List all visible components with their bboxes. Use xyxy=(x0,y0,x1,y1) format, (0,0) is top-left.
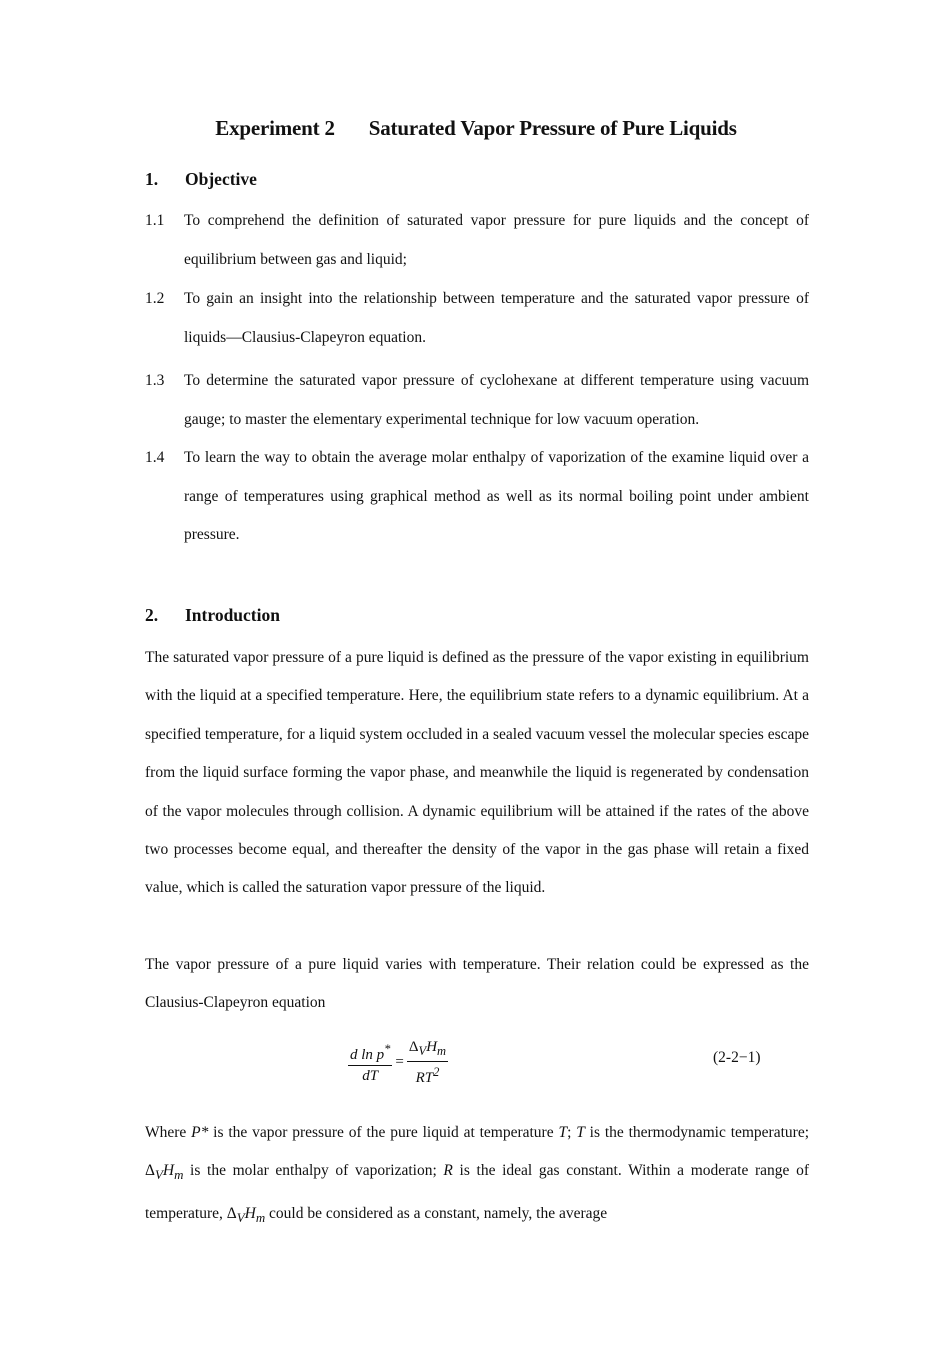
page-title xyxy=(0,116,952,141)
rhs-delta: Δ xyxy=(408,1039,419,1055)
text-run: could be considered as a constant, namely, the average xyxy=(265,1204,608,1222)
symbol-p-star: P* xyxy=(191,1124,209,1141)
equation-lhs-fraction xyxy=(348,1039,392,1086)
intro-paragraph-2: The vapor pressure of a pure liquid varies with temperature. Their relation could be expressed as the Clausius-Clapeyron equation xyxy=(145,956,809,1012)
objective-item-1-1 xyxy=(145,212,809,279)
title-experiment-number: Experiment 2 xyxy=(215,116,335,140)
sub-m: m xyxy=(255,1210,266,1225)
sub-v: V xyxy=(236,1210,245,1225)
item-text: To gain an insight into the relationship between temperature and the saturated vapor pressure of liquids—Clausius-Clapeyron equation. xyxy=(184,290,809,346)
section-heading-introduction xyxy=(145,605,280,626)
item-number: 1.4 xyxy=(145,449,165,466)
item-number: 1.3 xyxy=(145,372,165,389)
objective-item-1-4 xyxy=(145,449,809,555)
symbol-t: T xyxy=(558,1124,568,1141)
equation-rhs-fraction xyxy=(407,1037,448,1088)
text-run: ; xyxy=(567,1124,577,1141)
symbol-r: R xyxy=(443,1162,453,1180)
rhs-h: H xyxy=(426,1039,438,1055)
lhs-denominator: dT xyxy=(362,1068,379,1084)
lhs-superscript: * xyxy=(384,1042,391,1056)
section-number: 2. xyxy=(145,605,159,625)
section-number: 1. xyxy=(145,169,159,189)
clausius-clapeyron-equation: $\frac{d \ln p^*}{dT}$ = $\frac{\Delta_VH_m}{RT^2}$ xyxy=(350,1039,447,1086)
item-number: 1.2 xyxy=(145,290,165,307)
delta-glyph: Δ xyxy=(226,1204,237,1222)
rhs-sub-m: m xyxy=(437,1044,447,1058)
h-glyph: H xyxy=(244,1204,256,1222)
sub-m: m xyxy=(174,1167,184,1183)
text-run: is the vapor pressure of the pure liquid at temperature xyxy=(208,1124,559,1141)
h-glyph: H xyxy=(162,1162,175,1180)
equation-number: (2-2−1) xyxy=(713,1049,761,1066)
rhs-den-superscript: 2 xyxy=(433,1065,440,1079)
symbol-t: T xyxy=(576,1124,585,1141)
objective-item-1-3 xyxy=(145,372,809,439)
symbol-delta-v-h-m xyxy=(226,1204,266,1225)
section-heading-objective xyxy=(145,169,257,190)
section-title: Objective xyxy=(185,169,257,189)
sub-v: V xyxy=(154,1167,163,1183)
title-text: Saturated Vapor Pressure of Pure Liquids xyxy=(368,116,737,140)
objective-item-1-2 xyxy=(145,290,809,357)
rhs-denominator: RT xyxy=(415,1070,434,1086)
symbol-delta-v-h-m xyxy=(145,1162,184,1183)
text-run: is the ideal gas constant. Within a moderate range of temperature, xyxy=(145,1162,809,1222)
intro-paragraph-3 xyxy=(145,1114,809,1237)
lhs-numerator: d ln p xyxy=(350,1047,385,1063)
section-title: Introduction xyxy=(185,605,280,625)
text-run: is the thermodynamic temperature; xyxy=(584,1124,810,1141)
rhs-sub-v: V xyxy=(418,1044,427,1058)
text-run: is the molar enthalpy of vaporization; xyxy=(183,1162,444,1180)
item-text: To learn the way to obtain the average molar enthalpy of vaporization of the examine liquid over a range of temperatures using graphical method as well as its normal boiling point under ambient pressure. xyxy=(184,449,809,543)
item-text: To determine the saturated vapor pressure of cyclohexane at different temperature using vacuum gauge; to master the elementary experimental technique for low vacuum operation. xyxy=(184,372,809,428)
intro-paragraph-1: The saturated vapor pressure of a pure liquid is defined as the pressure of the vapor existing in equilibrium with the liquid at a specified temperature. Here, the equilibrium state refers to a dynamic equilibrium. At a specified temperature, for a liquid system occluded in a sealed vacuum vessel the molecular species escape from the liquid surface forming the vapor phase, and meanwhile the liquid is regenerated by condensation of the vapor molecules through collision. A dynamic equilibrium will be attained if the rates of the above two processes become equal, and thereafter the density of the vapor in the gas phase will retain a fixed value, which is called the saturation vapor pressure of the liquid. xyxy=(145,649,809,897)
text-run: Where xyxy=(145,1124,192,1141)
delta-glyph: Δ xyxy=(145,1162,155,1180)
item-text: To comprehend the definition of saturated vapor pressure for pure liquids and the concept of equilibrium between gas and liquid; xyxy=(184,212,809,268)
item-number: 1.1 xyxy=(145,212,165,229)
